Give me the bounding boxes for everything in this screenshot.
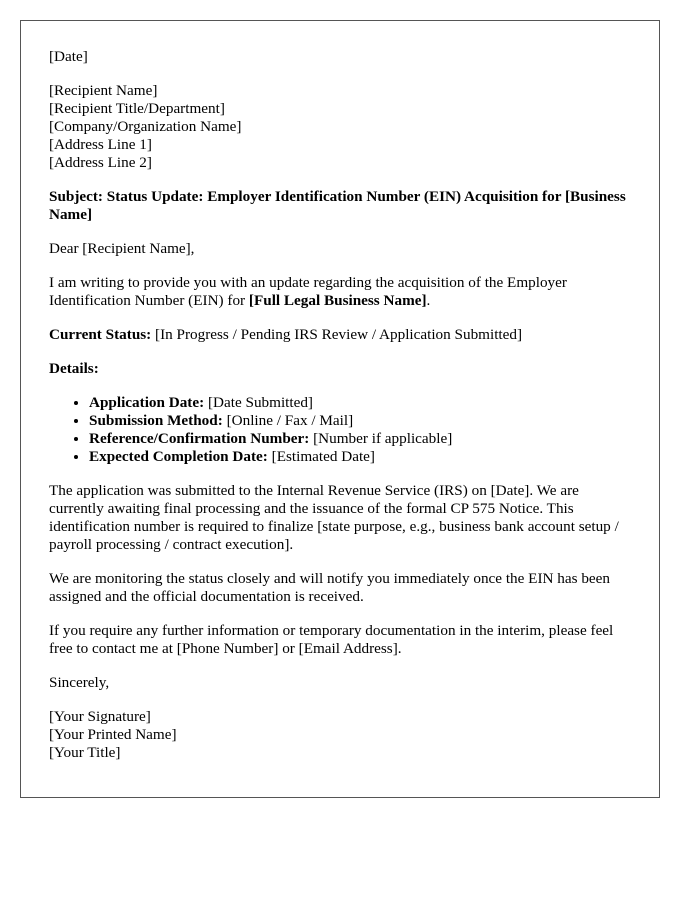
details-heading-text: Details:: [49, 360, 99, 377]
detail-label: Submission Method:: [89, 412, 223, 429]
detail-label: Reference/Confirmation Number:: [89, 430, 310, 447]
detail-value: [Number if applicable]: [309, 430, 453, 447]
signer-title: [Your Title]: [49, 744, 121, 761]
detail-value: [Estimated Date]: [267, 448, 375, 465]
business-name: [Full Legal Business Name]: [248, 292, 427, 309]
detail-item-application-date: [89, 394, 631, 412]
recipient-address-block: [49, 82, 631, 172]
details-heading: [49, 360, 631, 378]
intro-end: .: [426, 292, 431, 309]
detail-value: [Date Submitted]: [204, 394, 313, 411]
detail-item-submission-method: [89, 412, 631, 430]
salutation: Dear [Recipient Name],: [49, 240, 195, 257]
detail-label: Expected Completion Date:: [89, 448, 268, 465]
closing: Sincerely,: [49, 674, 110, 691]
recipient-address-line-2: [Address Line 2]: [49, 154, 152, 171]
recipient-name: [Recipient Name]: [49, 82, 158, 99]
contact-paragraph: If you require any further information or temporary documentation in the interim, please feel free to contact me at [Phone Number] or [Email Address].: [49, 622, 614, 657]
recipient-company: [Company/Organization Name]: [49, 118, 242, 135]
subject-line: [49, 188, 631, 224]
details-list: [49, 394, 631, 466]
recipient-title: [Recipient Title/Department]: [49, 100, 225, 117]
intro-paragraph: [49, 274, 631, 310]
detail-label: Application Date:: [89, 394, 205, 411]
application-paragraph: The application was submitted to the Internal Revenue Service (IRS) on [Date]. We are currently awaiting final processing and the issuance of the formal CP 575 Notice. This identification number is required to finalize [state purpose, e.g., business bank account setup / payroll processing / contract execution].: [49, 482, 619, 553]
letter-document: [20, 20, 660, 798]
detail-value: [Online / Fax / Mail]: [222, 412, 354, 429]
printed-name: [Your Printed Name]: [49, 726, 177, 743]
subject-text: Subject: Status Update: Employer Identification Number (EIN) Acquisition for [Business Name]: [49, 188, 626, 223]
signature: [Your Signature]: [49, 708, 151, 725]
current-status-value: [In Progress / Pending IRS Review / Application Submitted]: [151, 326, 523, 343]
recipient-address-line-1: [Address Line 1]: [49, 136, 152, 153]
signature-block: [49, 708, 631, 762]
letter-date: [Date]: [49, 48, 88, 65]
monitoring-paragraph: We are monitoring the status closely and will notify you immediately once the EIN has been assigned and the official documentation is received.: [49, 570, 610, 605]
current-status: [49, 326, 631, 344]
detail-item-reference-number: [89, 430, 631, 448]
current-status-label: Current Status:: [49, 326, 152, 343]
intro-text: I am writing to provide you with an update regarding the acquisition of the Employer Identification Number (EIN) for: [49, 274, 567, 309]
detail-item-expected-completion: [89, 448, 631, 466]
